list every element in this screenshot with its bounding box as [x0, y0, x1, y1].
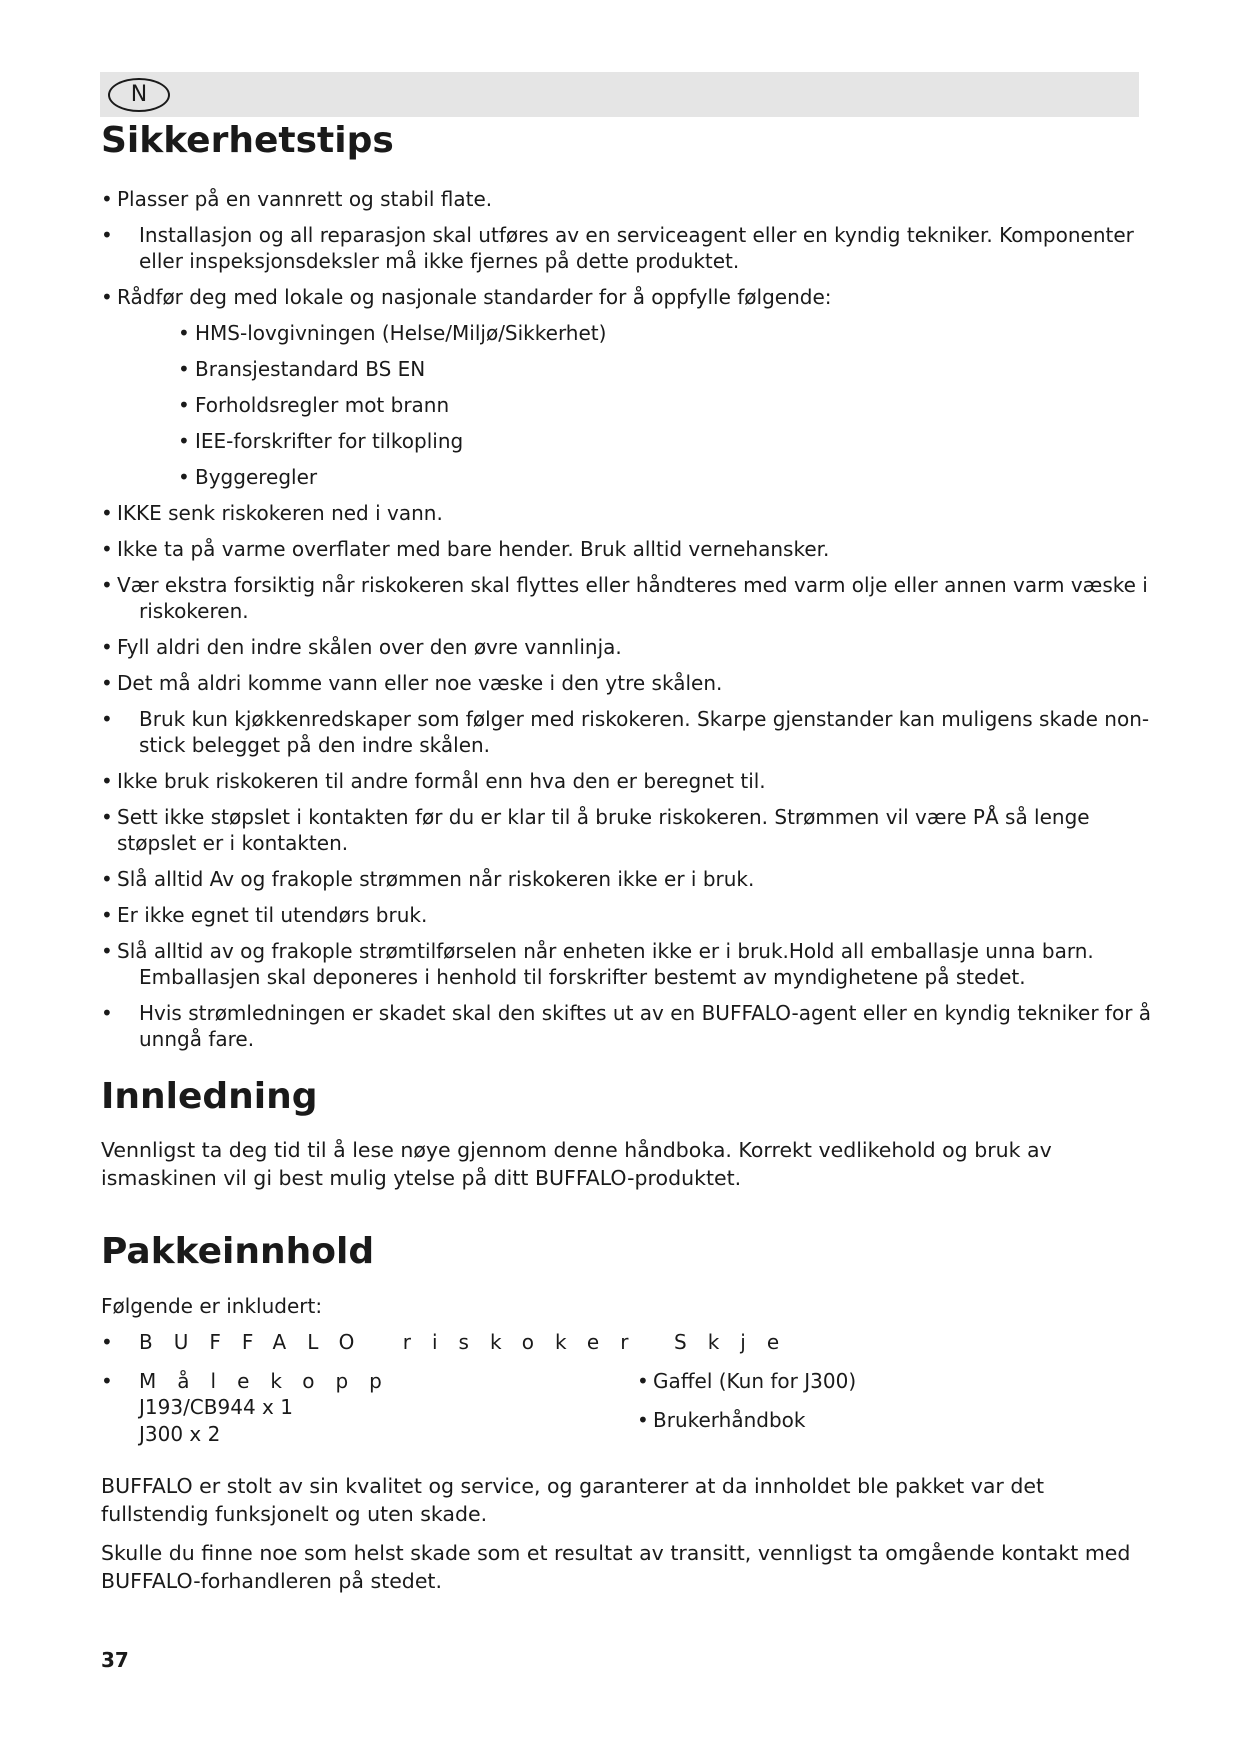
language-badge: N	[108, 78, 170, 112]
page-number: 37	[101, 1648, 129, 1672]
package-title: Pakkeinnhold	[101, 1231, 375, 1272]
safety-title: Sikkerhetstips	[101, 120, 394, 161]
package-lead: Følgende er inkludert:	[101, 1294, 323, 1318]
language-header-bar	[100, 72, 1139, 117]
quality-paragraph: BUFFALO er stolt av sin kvalitet og service, og garanterer at da innholdet ble pakket var det fullstendig funksjonelt og uten skade.	[101, 1474, 1044, 1526]
damage-paragraph: Skulle du finne noe som helst skade som et resultat av transitt, vennligst ta omgående kontakt med BUFFALO-forhandleren på stedet.	[101, 1541, 1131, 1593]
intro-text: Vennligst ta deg tid til å lese nøye gjennom denne håndboka. Korrekt vedlikehold og bruk av ismaskinen vil gi best mulig ytelse på ditt BUFFALO-produktet.	[101, 1138, 1052, 1190]
intro-title: Innledning	[101, 1076, 318, 1117]
